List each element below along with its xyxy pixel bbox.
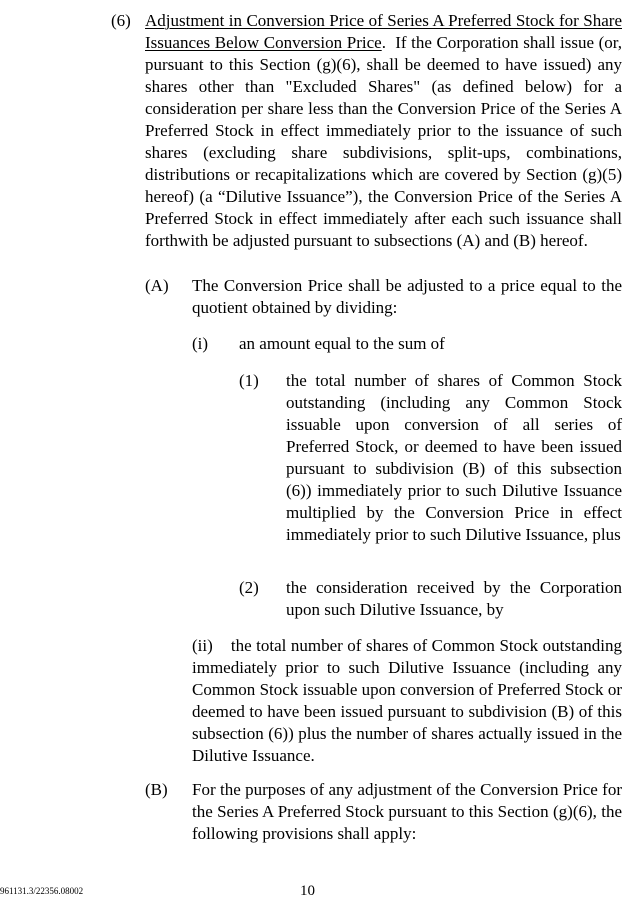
subsection-a-text: The Conversion Price shall be adjusted to a price equal to the quotient obtained by dividing: (192, 276, 622, 317)
section-6-number: (6) (111, 11, 131, 30)
footer-document-id: 961131.3/22356.08002 (0, 886, 84, 896)
item-2-number: (2) (239, 578, 259, 597)
item-i-number: (i) (192, 334, 209, 353)
section-6-paragraph (145, 10, 622, 252)
item-2-text: the consideration received by the Corporation upon such Dilutive Issuance, by (286, 578, 622, 619)
subsection-a-number: (A) (145, 276, 169, 295)
page-number: 10 (300, 883, 315, 899)
item-1-number: (1) (239, 371, 259, 390)
item-i-text: an amount equal to the sum of (239, 334, 445, 353)
item-ii-text: the total number of shares of Common Stock outstanding immediately prior to such Dilutive Issuance (including any Common Stock issuable upon conversion of Preferred Stock or deemed to have been issued pursuant to subdivision (B) of this subsection (6)) plus the number of shares actually issued in the Dilutive Issuance. (192, 636, 623, 765)
section-6-heading: Adjustment in Conversion Price of Series A Preferred Stock for Share Issuances Below Conversion Price (145, 11, 622, 52)
item-ii-number: (ii) (192, 636, 213, 655)
item-ii-paragraph (192, 635, 622, 767)
section-6-heading-period: . (381, 33, 386, 52)
subsection-b-text: For the purposes of any adjustment of the Conversion Price for the Series A Preferred Stock pursuant to this Section (g)(6), the following provisions shall apply: (192, 780, 622, 843)
item-1-text: the total number of shares of Common Stock outstanding (including any Common Stock issuable upon conversion of all series of Preferred Stock, or deemed to have been issued pursuant to subdivision (B) of this subsection (6)) immediately prior to such Dilutive Issuance multiplied by the Conversion Price in effect immediately prior to such Dilutive Issuance, plus (286, 371, 622, 544)
section-6-body: If the Corporation shall issue (or, pursuant to this Section (g)(6), shall be deemed to have issued) any shares other than "Excluded Shares" (as defined below) for a consideration per share less than the Conversion Price of the Series A Preferred Stock in effect immediately prior to the issuance of such shares (excluding share subdivisions, split-ups, combinations, distributions or recapitalizations which are covered by Section (g)(5) hereof) (a “Dilutive Issuance”), the Conversion Price of the Series A Preferred Stock in effect immediately after each such issuance shall forthwith be adjusted pursuant to subsections (A) and (B) hereof. (145, 33, 623, 250)
subsection-b-number: (B) (145, 780, 168, 799)
